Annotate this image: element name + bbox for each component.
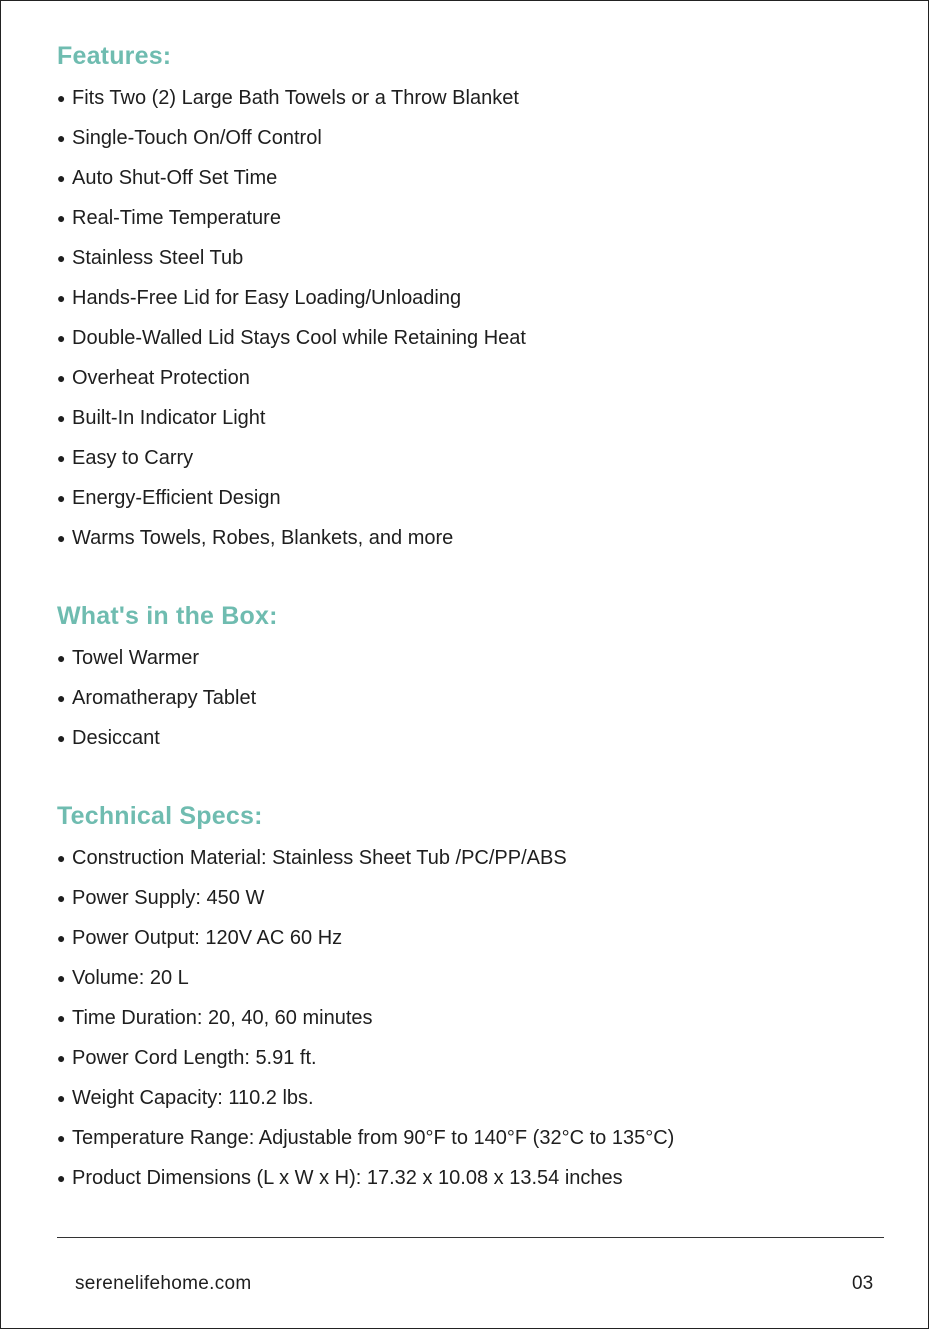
features-heading: Features: [57, 42, 172, 70]
bullet-icon: ● [57, 1170, 66, 1186]
bullet-icon: ● [57, 290, 66, 306]
list-item-text: Power Supply: 450 W [72, 887, 265, 909]
bullet-icon: ● [57, 970, 66, 986]
list-item [57, 1118, 674, 1158]
list-item [57, 1038, 674, 1078]
list-item [57, 78, 526, 118]
list-item-text: Volume: 20 L [72, 967, 189, 989]
list-item-text: Fits Two (2) Large Bath Towels or a Throw Blanket [72, 87, 519, 109]
footer-website: serenelifehome.com [75, 1273, 252, 1294]
list-item [57, 678, 256, 718]
features-list [57, 78, 526, 558]
list-item-text: Product Dimensions (L x W x H): 17.32 x 10.08 x 13.54 inches [72, 1167, 623, 1189]
bullet-icon: ● [57, 1090, 66, 1106]
list-item [57, 318, 526, 358]
list-item [57, 118, 526, 158]
bullet-icon: ● [57, 410, 66, 426]
list-item-text: Energy-Efficient Design [72, 487, 281, 509]
list-item [57, 1078, 674, 1118]
list-item-text: Desiccant [72, 727, 160, 749]
list-item [57, 398, 526, 438]
list-item [57, 278, 526, 318]
page-number: 03 [852, 1273, 874, 1294]
list-item-text: Double-Walled Lid Stays Cool while Retaining Heat [72, 327, 526, 349]
bullet-icon: ● [57, 850, 66, 866]
bullet-icon: ● [57, 130, 66, 146]
list-item [57, 358, 526, 398]
list-item-text: Temperature Range: Adjustable from 90°F to 140°F (32°C to 135°C) [72, 1127, 675, 1149]
technical-specs-heading: Technical Specs: [57, 802, 263, 830]
bullet-icon: ● [57, 490, 66, 506]
bullet-icon: ● [57, 250, 66, 266]
list-item [57, 478, 526, 518]
list-item [57, 1158, 674, 1198]
list-item-text: Hands-Free Lid for Easy Loading/Unloading [72, 287, 462, 309]
list-item-text: Power Output: 120V AC 60 Hz [72, 927, 343, 949]
list-item [57, 198, 526, 238]
list-item-text: Power Cord Length: 5.91 ft. [72, 1047, 317, 1069]
bullet-icon: ● [57, 1130, 66, 1146]
bullet-icon: ● [57, 90, 66, 106]
list-item [57, 998, 674, 1038]
list-item-text: Towel Warmer [72, 647, 200, 669]
list-item-text: Easy to Carry [72, 447, 194, 469]
bullet-icon: ● [57, 330, 66, 346]
bullet-icon: ● [57, 450, 66, 466]
list-item-text: Built-In Indicator Light [72, 407, 266, 429]
list-item-text: Stainless Steel Tub [72, 247, 244, 269]
bullet-icon: ● [57, 1010, 66, 1026]
box-contents-list [57, 638, 256, 758]
bullet-icon: ● [57, 170, 66, 186]
bullet-icon: ● [57, 930, 66, 946]
list-item [57, 638, 256, 678]
list-item [57, 718, 256, 758]
list-item-text: Time Duration: 20, 40, 60 minutes [72, 1007, 373, 1029]
list-item-text: Auto Shut-Off Set Time [72, 167, 278, 189]
bullet-icon: ● [57, 890, 66, 906]
list-item-text: Aromatherapy Tablet [72, 687, 257, 709]
list-item [57, 158, 526, 198]
bullet-icon: ● [57, 650, 66, 666]
list-item-text: Construction Material: Stainless Sheet Tub /PC/PP/ABS [72, 847, 567, 869]
list-item [57, 878, 674, 918]
list-item-text: Overheat Protection [72, 367, 250, 389]
bullet-icon: ● [57, 370, 66, 386]
bullet-icon: ● [57, 730, 66, 746]
footer-divider [57, 1237, 884, 1238]
list-item [57, 838, 674, 878]
list-item-text: Warms Towels, Robes, Blankets, and more [72, 527, 454, 549]
list-item [57, 438, 526, 478]
box-contents-heading: What's in the Box: [57, 602, 278, 630]
list-item-text: Weight Capacity: 110.2 lbs. [72, 1087, 314, 1109]
technical-specs-list [57, 838, 674, 1198]
bullet-icon: ● [57, 1050, 66, 1066]
bullet-icon: ● [57, 530, 66, 546]
list-item-text: Single-Touch On/Off Control [72, 127, 322, 149]
list-item-text: Real-Time Temperature [72, 207, 281, 229]
list-item [57, 918, 674, 958]
bullet-icon: ● [57, 690, 66, 706]
list-item [57, 238, 526, 278]
list-item [57, 958, 674, 998]
bullet-icon: ● [57, 210, 66, 226]
list-item [57, 518, 526, 558]
